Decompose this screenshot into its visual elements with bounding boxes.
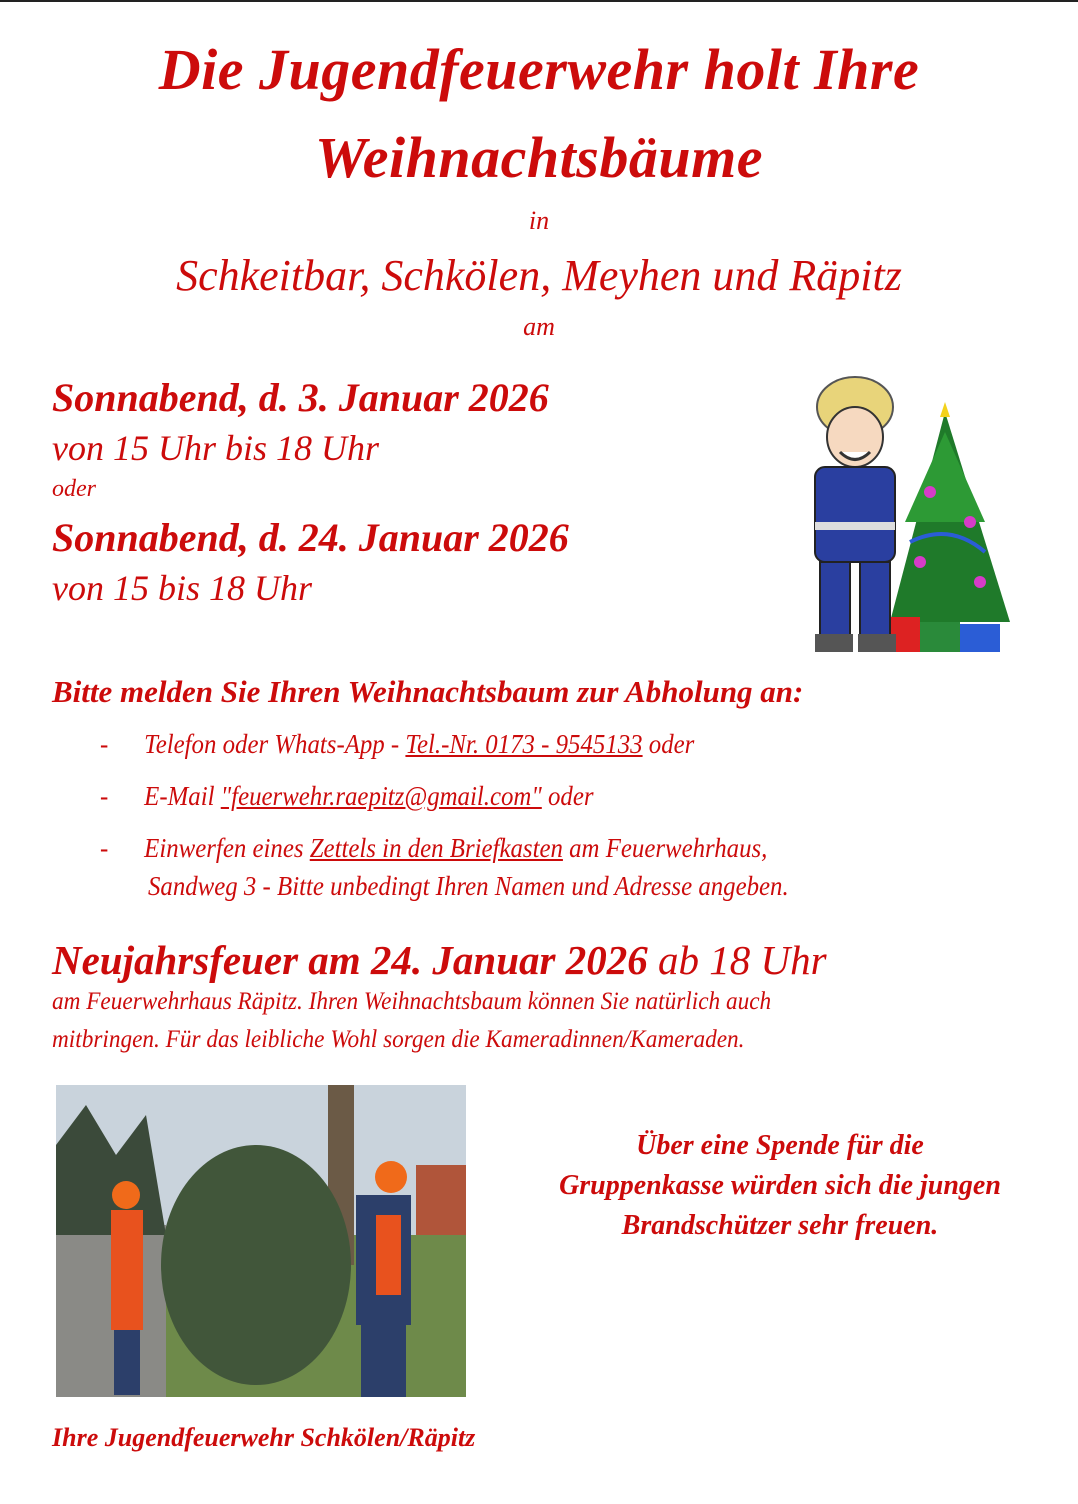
title-line-1: Die Jugendfeuerwehr holt Ihre: [158, 37, 920, 102]
date-2: Sonnabend, d. 24. Januar 2026: [52, 515, 569, 560]
contact-phone: [100, 729, 694, 760]
contact-mailbox: [100, 833, 767, 864]
newyear-date: Neujahrsfeuer am 24. Januar 2026: [52, 937, 648, 983]
email-label: E-Mail: [144, 781, 221, 811]
register-heading: Bitte melden Sie Ihren Weihnachtsbaum zur Abholung an:: [52, 674, 804, 709]
newyear-heading: [52, 936, 827, 984]
donation-line-2: Gruppenkasse würden sich die jungen: [559, 1170, 1001, 1201]
title-line-2: Weihnachtsbäume: [315, 125, 763, 190]
donation-line-1: Über eine Spende für die: [636, 1130, 924, 1161]
donation-note: [490, 1126, 1070, 1246]
email-link[interactable]: "feuerwehr.raepitz@gmail.com": [220, 781, 542, 811]
signature: Ihre Jugendfeuerwehr Schkölen/Räpitz: [52, 1423, 476, 1452]
mailbox-location: am Feuerwehrhaus,: [562, 833, 768, 863]
date-1: Sonnabend, d. 3. Januar 2026: [52, 375, 549, 420]
time-2: von 15 bis 18 Uhr: [52, 568, 312, 608]
time-1: von 15 Uhr bis 18 Uhr: [52, 428, 380, 468]
tree-collection-photo: [56, 1085, 466, 1397]
bullet-dash: -: [100, 729, 109, 759]
oder-label: oder: [52, 476, 96, 502]
phone-oder: oder: [642, 729, 695, 759]
email-oder: oder: [541, 781, 594, 811]
mailbox-label: Einwerfen eines: [144, 833, 310, 863]
bullet-dash: -: [100, 833, 109, 863]
newyear-text-2: mitbringen. Für das leibliche Wohl sorgen die Kameradinnen/Kameraden.: [52, 1026, 745, 1053]
newyear-time: ab 18 Uhr: [647, 937, 827, 983]
contact-email: [100, 781, 594, 812]
newyear-text-1: am Feuerwehrhaus Räpitz. Ihren Weihnachtsbaum können Sie natürlich auch: [52, 988, 772, 1015]
top-border: [0, 0, 1078, 2]
donation-line-3: Brandschützer sehr freuen.: [621, 1210, 939, 1241]
cities: Schkeitbar, Schkölen, Meyhen und Räpitz: [176, 251, 902, 300]
firefighter-christmas-tree-illustration: [770, 372, 1025, 662]
bullet-dash: -: [100, 781, 109, 811]
phone-label: Telefon oder Whats-App -: [144, 729, 406, 759]
in-label: in: [528, 206, 550, 235]
phone-link[interactable]: Tel.-Nr. 0173 - 9545133: [405, 729, 643, 759]
mailbox-link: Zettels in den Briefkasten: [309, 833, 563, 863]
mailbox-note: Sandweg 3 - Bitte unbedingt Ihren Namen und Adresse angeben.: [148, 871, 789, 901]
am-label: am: [523, 312, 555, 341]
